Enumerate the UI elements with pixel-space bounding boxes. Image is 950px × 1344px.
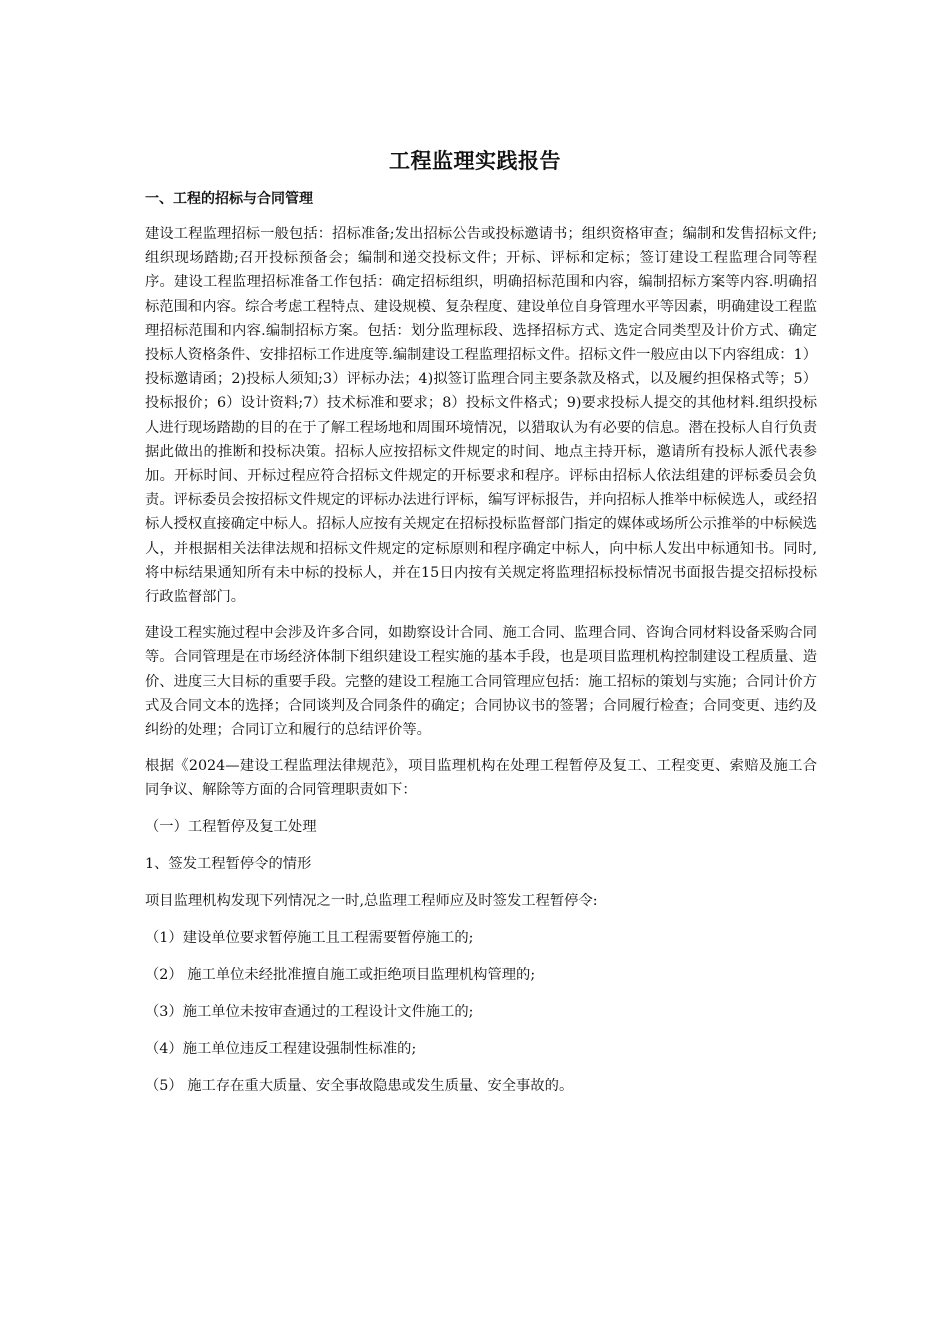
- page-title: 工程监理实践报告: [389, 149, 561, 173]
- list-item: （1）建设单位要求暂停施工且工程需要暂停施工的;: [145, 929, 474, 946]
- list-item: （5） 施工存在重大质量、安全事故隐患或发生质量、安全事故的。: [145, 1077, 574, 1094]
- list-item: （2） 施工单位未经批准擅自施工或拒绝项目监理机构管理的;: [145, 966, 536, 983]
- paragraph-intro: 项目监理机构发现下列情况之一时,总监理工程师应及时签发工程暂停令:: [145, 892, 598, 909]
- paragraph-contract-management: 建设工程实施过程中会涉及许多合同，如勘察设计合同、施工合同、监理合同、咨询合同材料设备采购合同等。合同管理是在市场经济体制下组织建设工程实施的基本手段，也是项目监理机构控制建设工程质量、造价、进度三大目标的重要手段。完整的建设工程施工合同管理应包括：施工招标的策划与实施；合同计价方式及合同文本的选择；合同谈判及合同条件的确定；合同协议书的签署；合同履行检查；合同变更、违约及纠纷的处理；合同订立和履行的总结评价等。: [145, 625, 817, 739]
- list-item: （4）施工单位违反工程建设强制性标准的;: [145, 1040, 417, 1057]
- item-heading: 1、签发工程暂停令的情形: [145, 855, 312, 872]
- subsection-heading: （一）工程暂停及复工处理: [145, 818, 317, 835]
- paragraph-regulation: 根据《2024—建设工程监理法律规范》，项目监理机构在处理工程暂停及复工、工程变更、索赔及施工合同争议、解除等方面的合同管理职责如下：: [145, 758, 817, 799]
- document-body: [145, 222, 817, 1111]
- section-heading: 一、工程的招标与合同管理: [145, 191, 313, 207]
- list-item: （3）施工单位未按审查通过的工程设计文件施工的;: [145, 1003, 474, 1020]
- paragraph-bidding: 建设工程监理招标一般包括：招标准备;发出招标公告或投标邀请书；组织资格审查；编制和发售招标文件;组织现场踏勘;召开投标预备会；编制和递交投标文件；开标、评标和定标；签订建设工程监理合同等程序。建设工程监理招标准备工作包括：确定招标组织，明确招标范围和内容，编制招标方案等内容.明确招标范围和内容。综合考虑工程特点、建设规模、复杂程度、建设单位自身管理水平等因素，明确建设工程监理招标范围和内容.编制招标方案。包括：划分监理标段、选择招标方式、选定合同类型及计价方式、确定投标人资格条件、安排招标工作进度等.编制建设工程监理招标文件。招标文件一般应由以下内容组成：1）投标邀请函；2)投标人须知;3）评标办法；4)拟签订监理合同主要条款及格式，以及履约担保格式等；5）投标报价；6）设计资料;7）技术标准和要求；8）投标文件格式；9)要求投标人提交的其他材料.组织投标人进行现场踏勘的目的在于了解工程场地和周围环境情况，以猎取认为有必要的信息。潜在投标人自行负责据此做出的推断和投标决策。招标人应按招标文件规定的时间、地点主持开标，邀请所有投标人派代表参加。开标时间、开标过程应符合招标文件规定的开标要求和程序。评标由招标人依法组建的评标委员会负责。评标委员会按招标文件规定的评标办法进行评标，编写评标报告，并向招标人推举中标候选人，或经招标人授权直接确定中标人。招标人应按有关规定在招标投标监督部门指定的媒体或场所公示推举的中标候选人，并根据相关法律法规和招标文件规定的定标原则和程序确定中标人，向中标人发出中标通知书。同时,将中标结果通知所有未中标的投标人，并在15日内按有关规定将监理招标投标情况书面报告提交招标投标行政监督部门。: [145, 226, 817, 606]
